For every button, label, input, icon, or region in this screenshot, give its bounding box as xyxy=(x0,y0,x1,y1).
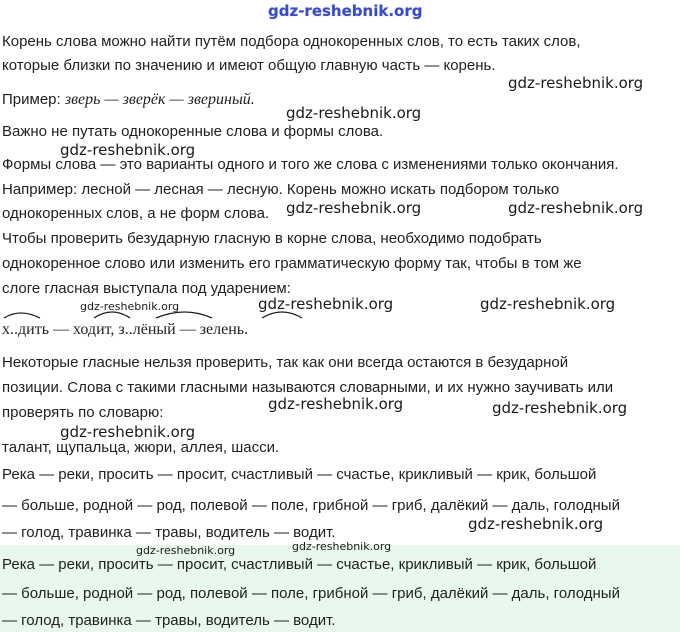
example-words: зверь — зверёк — звериный. xyxy=(64,91,255,108)
answer-box xyxy=(0,545,680,632)
text-line: однокоренных слов, а не форм слова. xyxy=(2,205,270,222)
text-line: Река — реки, просить — просит, счастливый — счастье, крикливый — крик, большой xyxy=(2,466,597,483)
text-line: Некоторые гласные нельзя проверить, так как они всегда остаются в безударной xyxy=(2,354,569,371)
text-line: талант, щупальца, жюри, аллея, шасси. xyxy=(2,439,280,456)
example-label: Пример: xyxy=(2,91,65,108)
text-line: х..дить — ходит, з..лёный — зелень. xyxy=(2,321,249,338)
watermark-top: gdz-reshebnik.org xyxy=(268,2,423,20)
watermark: gdz-reshebnik.org xyxy=(136,544,236,557)
watermark: gdz-reshebnik.org xyxy=(492,399,628,417)
watermark: gdz-reshebnik.org xyxy=(286,104,422,122)
text-line: Чтобы проверить безударную гласную в корне слова, необходимо подобрать xyxy=(2,230,542,247)
text-line: — больше, родной — род, полевой — поле, грибной — гриб, далёкий — даль, голодный xyxy=(2,497,620,514)
watermark: gdz-reshebnik.org xyxy=(508,74,644,92)
watermark: gdz-reshebnik.org xyxy=(508,199,644,217)
answer-line: Река — реки, просить — просит, счастливый — счастье, крикливый — крик, большой xyxy=(2,556,597,573)
text-line: Формы слова — это варианты одного и того же слова с изменениями только окончания. xyxy=(2,156,619,173)
answer-line: — голод, травинка — травы, водитель — водит. xyxy=(2,612,336,629)
watermark: gdz-reshebnik.org xyxy=(60,423,196,441)
answer-line: — больше, родной — род, полевой — поле, грибной — гриб, далёкий — даль, голодный xyxy=(2,585,620,602)
text-line: слоге гласная выступала под ударением: xyxy=(2,280,291,297)
watermark: gdz-reshebnik.org xyxy=(80,300,180,313)
watermark: gdz-reshebnik.org xyxy=(480,295,616,313)
text-line: проверять по словарю: xyxy=(2,404,164,421)
text-line: Например: лесной — лесная — лесную. Корень можно искать подбором только xyxy=(2,181,560,198)
text-line: которые близки по значению и имеют общую главную часть — корень. xyxy=(2,57,496,74)
text-line: однокоренное слово или изменить его грамматическую форму так, чтобы в том же xyxy=(2,255,582,272)
text-line: — голод, травинка — травы, водитель — водит. xyxy=(2,524,336,541)
watermark: gdz-reshebnik.org xyxy=(60,141,196,159)
text-line: Корень слова можно найти путём подбора однокоренных слов, то есть таких слов, xyxy=(2,33,581,50)
text-line: позиции. Слова с такими гласными называются словарными, и их нужно заучивать или xyxy=(2,379,614,396)
watermark: gdz-reshebnik.org xyxy=(268,395,404,413)
watermark: gdz-reshebnik.org xyxy=(286,199,422,217)
watermark: gdz-reshebnik.org xyxy=(258,295,394,313)
text-line xyxy=(2,90,255,110)
watermark: gdz-reshebnik.org xyxy=(468,515,604,533)
watermark: gdz-reshebnik.org xyxy=(292,540,392,553)
text-line: Важно не путать однокоренные слова и формы слова. xyxy=(2,123,384,140)
